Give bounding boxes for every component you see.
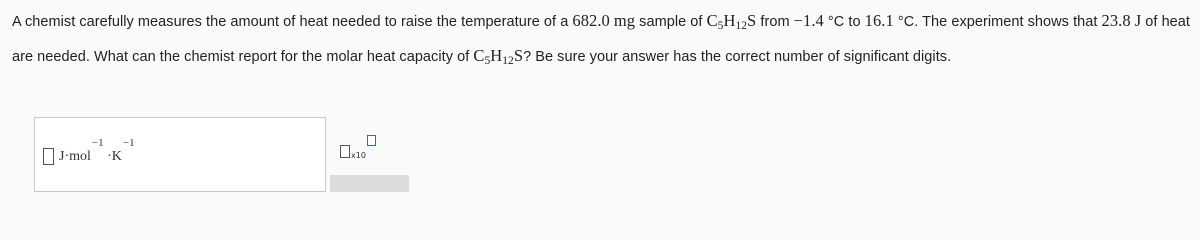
mantissa-box-icon bbox=[340, 145, 350, 158]
mass-value: 682.0 bbox=[572, 11, 610, 30]
question-part: of heat are needed. What can the chemist report for the molar heat capacity of bbox=[12, 14, 1190, 65]
answer-box bbox=[34, 117, 326, 192]
unit-dot: · bbox=[107, 149, 112, 164]
scientific-notation-button[interactable] bbox=[340, 131, 380, 159]
question-part: ? Be sure your answer has the correct number of significant digits. bbox=[523, 49, 952, 65]
chemical-formula: $C_5H_{12}S$ bbox=[473, 46, 524, 67]
temperature-unit: °C bbox=[827, 14, 845, 30]
question-part: to bbox=[848, 14, 861, 30]
heat-unit: J bbox=[1134, 11, 1142, 30]
question-text bbox=[12, 4, 1196, 74]
unit-dot: · bbox=[64, 149, 70, 164]
unit-mol-exponent: −1 bbox=[91, 137, 104, 149]
question-part: sample of bbox=[639, 14, 703, 30]
unit-kelvin-exponent: −1 bbox=[122, 137, 135, 149]
unit-mol: mol bbox=[69, 149, 91, 164]
start-temperature: −1.4 bbox=[793, 11, 824, 30]
unit-kelvin: K bbox=[111, 149, 122, 164]
tools-button-bar[interactable] bbox=[330, 175, 409, 192]
end-temperature: 16.1 bbox=[864, 11, 894, 30]
question-part: from bbox=[760, 14, 790, 30]
question-part: A chemist carefully measures the amount of heat needed to raise the temperature of a bbox=[12, 14, 569, 30]
unit-joule: J bbox=[59, 149, 65, 164]
temperature-unit: °C bbox=[897, 14, 915, 30]
answer-tools bbox=[330, 117, 409, 192]
mass-unit: mg bbox=[613, 11, 636, 30]
heat-value: 23.8 bbox=[1101, 11, 1131, 30]
exponent-box-icon bbox=[367, 135, 376, 146]
x10-label: x10 bbox=[351, 151, 366, 160]
question-part: . The experiment shows that bbox=[914, 14, 1098, 30]
chemical-formula: $C_5H_{12}S$ bbox=[706, 11, 757, 32]
answer-input[interactable] bbox=[43, 148, 54, 165]
answer-units bbox=[59, 135, 135, 164]
